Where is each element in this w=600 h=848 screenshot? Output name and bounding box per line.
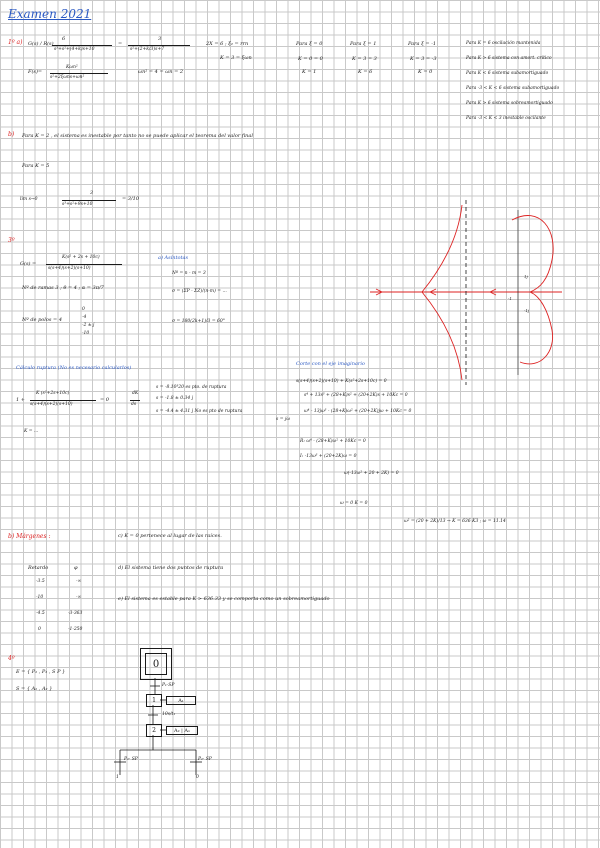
- q3-cero-3: -10: [82, 331, 90, 336]
- q3-calc-num: K (s²+2s+10c): [36, 391, 70, 396]
- q1-gs-label: G(s) / R(s): [28, 41, 54, 47]
- q1b-lim-den: s³+s²+9s+10: [62, 202, 93, 207]
- q3-ceros: Nº de polos = 4: [22, 317, 62, 323]
- q1-case-0-sub2: K = 1: [302, 69, 317, 75]
- q1-case-1-sub: K = 3 = 3: [352, 56, 377, 62]
- grafcet-tr-left: P₂· SP: [124, 757, 138, 762]
- q3-corte-2: s = jω: [276, 417, 291, 422]
- q3b-d: d) El sistema tiene dos puntos de ruptura: [118, 565, 224, 571]
- q3-gs: G(s) =: [20, 261, 37, 267]
- q4-line1: E = { P₁ , P₂ , S P }: [16, 669, 66, 675]
- q3-label: 3º: [8, 237, 15, 244]
- q1-wn: ωn² = 4 = ωn = 2: [138, 69, 184, 75]
- q3-corte-5: I: -13ω³ + (20+2K)ω = 0: [300, 454, 357, 459]
- q3-calc-brace-2: s = -4.4 ± 4.31 j No es pto de ruptura: [156, 409, 243, 414]
- q1b-para: Para K = 5: [22, 163, 50, 169]
- q3-calc-brace-1: s = -1.8 ± 0.34 j: [156, 396, 194, 401]
- axis-mark-b: 1j: [524, 274, 528, 279]
- q3-corte-8: ω² = (20 + 2K)/13 → K = 636 K3 ; ω = 11.14: [404, 519, 506, 524]
- axis-mark-a: -1: [508, 296, 512, 301]
- q3b-row-1-a: -10: [36, 595, 44, 600]
- grafcet-tr-right: P₂· SP: [198, 757, 212, 762]
- q1b-label: b): [8, 131, 15, 138]
- q3-polos: Nº de ramas 3 ; θ = 4 ; α = 3π/7: [22, 285, 104, 291]
- q3b-col-0: Retardo: [28, 565, 49, 571]
- q3-calc2-num: dK: [132, 391, 139, 396]
- q1b-lim: lim s→0: [20, 197, 38, 202]
- q1-case-2-head: Para ξ = -1: [408, 41, 437, 47]
- q1-term3b: K = 3 = ξωn: [220, 55, 252, 61]
- q3-calc-eq: = 0: [100, 397, 109, 403]
- grafcet-action-1-label: A₁: [178, 697, 184, 704]
- grafcet-step-0-label: 0: [152, 658, 160, 670]
- q3-gs-den: s(s+4)(s+2)(s+10): [48, 266, 91, 271]
- q3-calc-brace-0: s = -8.10³20 es pto. de ruptura: [156, 385, 227, 390]
- page-title: Examen 2021: [8, 7, 92, 21]
- locus-branch-lower-left: [422, 292, 462, 380]
- q3b-row-1-b: -∞: [76, 595, 82, 600]
- q3-calc2-den: ds: [131, 402, 137, 407]
- q3b-row-3-a: 0: [38, 627, 41, 632]
- grafcet-goto-left: 1: [116, 775, 119, 780]
- locus-branch-upper-left: [422, 205, 462, 292]
- q3b-row-2-b: -3·363: [68, 611, 83, 616]
- q1-case-1-sub2: K = 6: [358, 69, 373, 75]
- q1-case-1-head: Para ξ = 1: [350, 41, 377, 47]
- q1-note-3: Para -3 < K < 6 sistema subamortiguado: [466, 86, 560, 91]
- q3-corte-3: ω⁴ - 13jω³ - (28+K)ω² + (20+2K)jω + 10Kc = 0: [304, 409, 412, 414]
- q1-fs-den: s²+2ξωns+ωn²: [50, 75, 85, 80]
- q4-line2: S = { A₁ , A₂ }: [16, 686, 53, 692]
- grafcet-step-1-label: 1: [152, 697, 156, 704]
- q1-note-0: Para K = 6 oscilación mantenida: [466, 41, 541, 46]
- q3-cero-2: -2 ± j: [82, 323, 95, 328]
- q1-gs-den: s³+s²+(4+k)s+10: [54, 47, 95, 52]
- q1-case-0-head: Para ξ = 0: [296, 41, 323, 47]
- q3-calc-title: Cálculo ruptura (No es necesario calcularlos): [16, 365, 132, 371]
- grafcet-goto-right: 0: [196, 775, 199, 780]
- q3-asint-3: σ = 180(2k+1)/3 = 60°: [172, 319, 226, 324]
- q3b-label: b) Márgenes :: [8, 533, 51, 540]
- q1-term3: 2X = 6 ; ξ₂ = rrn: [206, 41, 249, 47]
- q1-note-4: Para K > 6 sistema sobreamortiguado: [466, 101, 553, 106]
- q1-term2-num: 3: [158, 36, 162, 42]
- q3b-col-1: φ: [74, 565, 78, 571]
- q3-corte-7: ω = 0 K = 0: [340, 501, 368, 506]
- q1b-text: Para K = 2 , el sistema es inestable por tanto no se puede aplicar el teorema del valor final: [22, 133, 253, 139]
- q1b-lim-num: 3: [90, 191, 93, 196]
- q3-gs-num: K(s² + 2s + 10c): [62, 255, 100, 260]
- q3b-row-0-a: -3.5: [36, 579, 45, 584]
- q1b-lim-res: = 3/10: [122, 196, 140, 202]
- axis-mark-c: -1j: [524, 308, 530, 313]
- q1-term2-den: s²+(2+k/3)s+7: [130, 47, 165, 52]
- grafcet-tr-0: P₁·SP: [162, 683, 175, 688]
- q1-note-5: Para -3 < K < 3 inestable oscilante: [466, 116, 546, 121]
- q1-fs-num: Kωn²: [66, 65, 78, 70]
- q3-asint-title: a) Asíntotas: [158, 255, 189, 261]
- q3-k-res: K = ...: [24, 429, 39, 434]
- q1-note-2: Para K < 6 sistema subamortiguado: [466, 71, 549, 76]
- q3-corte-0: s(s+4)(s+2)(s+10) + K(s²+2s+10c) = 0: [296, 379, 387, 384]
- q3-cero-1: -4: [82, 315, 87, 320]
- q1-case-0-sub: K = 0 = 0: [298, 56, 323, 62]
- q3-asint-1: Nº = n - m = 3: [172, 271, 206, 276]
- q3b-row-0-b: -∞: [76, 579, 82, 584]
- q1-eq: =: [118, 41, 123, 47]
- q1-case-2-sub: K = 3 = -3: [410, 56, 437, 62]
- q1-fs-label: F(s)=: [28, 69, 43, 75]
- q3-asint-2: σ = (ΣP - ΣZ)/(n-m) = ...: [172, 289, 227, 294]
- grafcet-tr-1: 10s/t₁: [162, 712, 176, 717]
- q3b-c: c) K = 0 pertenece al lugar de las raíces.: [118, 533, 222, 539]
- q3-calc-1: 1 +: [16, 397, 25, 403]
- q3-corte-4: R: ω⁴ - (28+K)ω² + 10Kc = 0: [300, 439, 366, 444]
- q1-label: 1º a): [8, 39, 23, 46]
- q3-corte-title: Corte con el eje imaginario: [296, 361, 365, 367]
- grafcet-step-2-label: 2: [152, 727, 156, 734]
- q3b-row-2-a: -4.5: [36, 611, 45, 616]
- q1-case-2-sub2: K = 0: [418, 69, 433, 75]
- grafcet-lines: [114, 678, 202, 775]
- q1-note-1: Para K > 6 sistema con amort. crítico: [466, 56, 552, 61]
- q1-gs-num: 6: [62, 36, 66, 42]
- q3-calc-den: s(s+4)(s+2)(s+10): [30, 402, 73, 407]
- q4-label: 4º: [8, 655, 15, 662]
- grafcet-action-2-label: A₂ | A₁: [173, 727, 191, 734]
- q3-cero-0: 0: [82, 307, 85, 312]
- locus-branch-lower-right: [520, 292, 553, 364]
- q3b-row-3-b: -1·250: [68, 627, 83, 632]
- q3b-e: e) El sistema es estable para K > 636.33 y se comporta como un sobreamortiguado: [118, 596, 330, 602]
- q3-corte-6: ω(-13ω² + 20 + 2K) = 0: [344, 471, 399, 476]
- q3-corte-1: s⁴ + 13s³ + (28+K)s² + (20+2K)s + 10Kc = 0: [304, 393, 408, 398]
- root-locus: [370, 200, 562, 385]
